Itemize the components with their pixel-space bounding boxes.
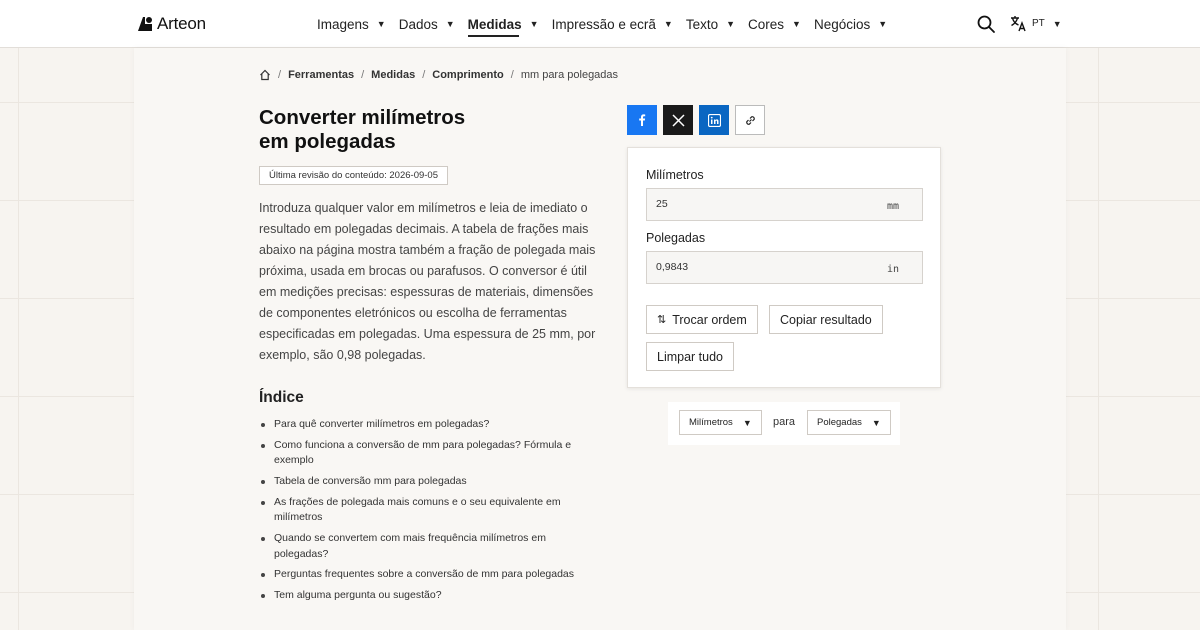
main-nav [317, 0, 900, 48]
clear-all-label: Limpar tudo [657, 349, 724, 364]
nav-label: Negócios [813, 16, 871, 32]
toc-item[interactable]: Tem alguma pergunta ou sugestão? [259, 588, 599, 604]
swap-order-button[interactable] [646, 305, 758, 334]
breadcrumb-separator: / [278, 69, 282, 81]
toc-item[interactable]: Como funciona a conversão de mm para polegadas? Fórmula e exemplo [259, 438, 599, 469]
breadcrumb-separator: / [422, 69, 426, 81]
search-button[interactable] [976, 14, 996, 34]
to-unit-select[interactable] [807, 410, 891, 435]
revision-badge: Última revisão do conteúdo: 2026-09-05 [259, 166, 448, 185]
breadcrumb-link-medidas[interactable]: Medidas [371, 69, 416, 81]
unit-suffix-in: in [886, 264, 899, 275]
breadcrumb-link-ferramentas[interactable]: Ferramentas [288, 69, 355, 81]
nav-label: Texto [685, 16, 719, 32]
unit-selector [668, 402, 900, 445]
caret-down-icon: ▼ [871, 417, 881, 428]
from-unit-value: Milímetros [689, 417, 733, 428]
converter-card [627, 147, 941, 388]
intro-paragraph: Introduza qualquer valor em milímetros e leia de imediato o resultado em polegadas decimais. A tabela de frações mais abaixo na página mostra também a fração de polegada mais próxima, usada em brocas ou parafusos. O conversor é útil em medições precisas: espessuras de materiais, dimensões de componentes eletrónicos ou escolha de ferramentas especificadas em polegadas. Uma espessura de 25 mm, por exemplo, são 0,98 polegadas. [259, 201, 596, 362]
share-x-button[interactable] [663, 105, 693, 135]
inches-label: Polegadas [646, 231, 706, 245]
swap-order-label: Trocar ordem [672, 312, 747, 327]
caret-down-icon: ▼ [792, 19, 801, 29]
linkedin-icon [708, 114, 721, 127]
breadcrumb-separator: / [361, 69, 365, 81]
nav-item-impressao[interactable] [552, 17, 673, 32]
breadcrumb-link-comprimento[interactable]: Comprimento [432, 69, 504, 81]
page-title-line-2: em polegadas [259, 130, 396, 153]
millimeters-input[interactable] [656, 198, 856, 210]
share-facebook-button[interactable] [627, 105, 657, 135]
unit-connector: para [773, 416, 796, 428]
swap-icon: ⇅ [657, 314, 667, 326]
translate-icon [1010, 15, 1027, 32]
to-unit-value: Polegadas [817, 417, 862, 428]
brand-name: Arteon [157, 14, 206, 33]
brand-logo[interactable] [137, 14, 206, 34]
page-title-line-1: Converter milímetros [259, 106, 466, 129]
millimeters-field [646, 188, 923, 221]
millimeters-label: Milímetros [646, 168, 704, 182]
unit-suffix-mm: mm [886, 201, 899, 212]
table-of-contents [259, 417, 599, 609]
language-code: PT [1032, 18, 1045, 29]
caret-down-icon: ▼ [663, 19, 673, 29]
toc-item[interactable]: As frações de polegada mais comuns e o seu equivalente em milímetros [259, 495, 599, 526]
nav-item-negocios[interactable] [814, 17, 887, 32]
nav-item-cores[interactable] [748, 17, 801, 32]
breadcrumb [259, 69, 618, 81]
copy-result-label: Copiar resultado [780, 312, 872, 327]
inches-input[interactable] [656, 261, 856, 273]
caret-down-icon: ▼ [529, 19, 539, 29]
nav-item-imagens[interactable] [317, 17, 386, 32]
breadcrumb-separator: / [510, 69, 514, 81]
toc-item[interactable]: Quando se convertem com mais frequência milímetros em polegadas? [259, 531, 599, 562]
nav-label: Cores [748, 16, 785, 32]
nav-label: Imagens [317, 16, 369, 32]
nav-label: Dados [398, 16, 438, 32]
copy-result-button[interactable] [769, 305, 883, 334]
facebook-icon [635, 113, 649, 127]
x-icon [672, 114, 685, 127]
link-icon [744, 114, 757, 127]
home-icon[interactable] [259, 69, 271, 81]
copy-link-button[interactable] [735, 105, 765, 135]
search-icon [976, 14, 996, 34]
toc-item[interactable]: Tabela de conversão mm para polegadas [259, 474, 599, 490]
top-navigation-bar [0, 0, 1200, 48]
caret-down-icon: ▼ [1052, 18, 1062, 29]
arteon-logo-icon [137, 16, 153, 32]
caret-down-icon: ▼ [878, 19, 888, 29]
share-buttons [627, 105, 765, 135]
caret-down-icon: ▼ [376, 19, 386, 29]
caret-down-icon: ▼ [742, 417, 752, 428]
language-selector[interactable] [1010, 15, 1062, 32]
clear-all-button[interactable] [646, 342, 734, 371]
breadcrumb-current: mm para polegadas [520, 69, 619, 81]
toc-item[interactable]: Perguntas frequentes sobre a conversão de mm para polegadas [259, 567, 599, 583]
nav-item-texto[interactable] [686, 17, 735, 32]
caret-down-icon: ▼ [445, 19, 455, 29]
nav-label: Medidas [467, 16, 522, 32]
share-linkedin-button[interactable] [699, 105, 729, 135]
nav-label: Impressão e ecrã [551, 16, 656, 32]
caret-down-icon: ▼ [726, 19, 736, 29]
nav-item-medidas[interactable] [468, 17, 539, 32]
page-title [259, 106, 579, 154]
inches-field [646, 251, 923, 284]
from-unit-select[interactable] [679, 410, 762, 435]
toc-item[interactable]: Para quê converter milímetros em polegadas? [259, 417, 599, 433]
toc-heading: Índice [259, 389, 304, 406]
nav-item-dados[interactable] [399, 17, 455, 32]
